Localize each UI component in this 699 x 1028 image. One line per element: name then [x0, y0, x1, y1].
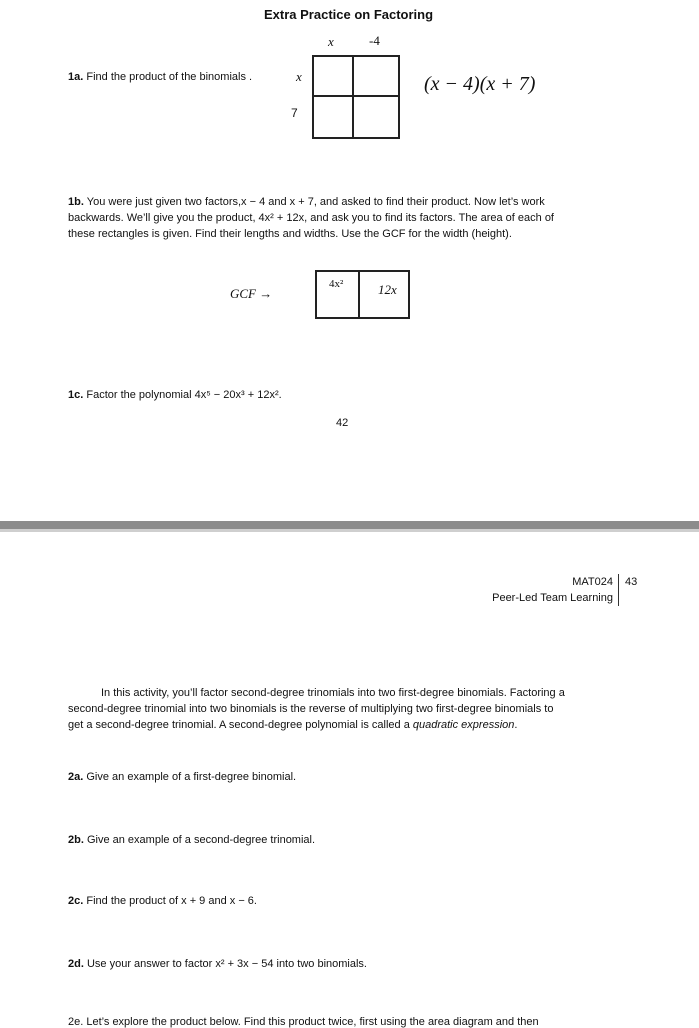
q1a-grid-cell-tr[interactable] — [352, 55, 400, 97]
q2c-label: 2c. — [68, 895, 84, 907]
q1b-cell-12x[interactable] — [358, 270, 410, 319]
q2a-label: 2a. — [68, 771, 84, 783]
page-number-42: 42 — [336, 417, 349, 429]
q1a-col2-label: -4 — [369, 33, 380, 48]
q1b-line1-row — [68, 194, 648, 210]
q1a-col1-label: x — [328, 34, 334, 49]
q2c-text: Find the product of x + 9 and x − 6. — [86, 895, 257, 907]
q2e-partial-line: 2e. Let’s explore the product below. Find this product twice, first using the area diagram and then — [68, 1016, 539, 1028]
page-title: Extra Practice on Factoring — [264, 7, 434, 22]
q1a-expression: (x − 4)(x + 7) — [424, 73, 536, 95]
q1a-grid-cell-bl[interactable] — [312, 95, 354, 139]
q1a-label: 1a. — [68, 71, 84, 83]
q2d-question — [68, 958, 367, 970]
header-page-number: 43 — [625, 576, 638, 588]
header-course: MAT024 — [572, 576, 613, 588]
header-divider-line — [618, 574, 619, 606]
page-divider — [0, 521, 699, 529]
q1b-cell-4x2-text: 4x² — [329, 278, 344, 290]
q1b-cell-12x-text: 12x — [378, 282, 397, 297]
q1b-line2: backwards. We’ll give you the product, 4x² + 12x, and ask you to find its factors. The area of each of — [68, 212, 554, 224]
q1b-cell-4x2[interactable] — [315, 270, 360, 319]
q1c-question — [68, 389, 282, 401]
q1a-row2-label: 7 — [291, 106, 298, 120]
intro-line3c: . — [514, 719, 518, 731]
q2b-question — [68, 834, 315, 846]
q1b-paragraph — [68, 194, 648, 242]
intro-line3a: get a second-degree trinomial. A second-degree polynomial is called a — [68, 719, 413, 731]
q2a-text: Give an example of a first-degree binomial. — [86, 771, 297, 783]
intro-line2: second-degree trinomial into two binomials is the reverse of multiplying two first-degree binomials to — [68, 703, 554, 715]
q1c-text: Factor the polynomial 4x⁵ − 20x³ + 12x². — [86, 389, 282, 401]
q1a-text: Find the product of the binomials . — [86, 71, 253, 83]
q1a-question — [68, 71, 252, 83]
page-divider-shadow — [0, 529, 699, 532]
q1b-label: 1b. — [68, 196, 84, 208]
q2c-question — [68, 895, 257, 907]
q1a-area-grid — [312, 55, 400, 139]
q2a-question — [68, 771, 296, 783]
intro-line1: In this activity, you’ll factor second-degree trinomials into two first-degree binomials. Factoring a — [101, 687, 565, 699]
q1a-row1-label: x — [296, 69, 302, 84]
q1a-grid-cell-br[interactable] — [352, 95, 400, 139]
gcf-label: GCF → — [230, 286, 273, 301]
intro-line3 — [68, 717, 668, 733]
header-program: Peer-Led Team Learning — [492, 592, 613, 604]
q1b-line3: these rectangles is given. Find their lengths and widths. Use the GCF for the width (height). — [68, 228, 512, 240]
q1c-label: 1c. — [68, 389, 84, 401]
q2d-label: 2d. — [68, 958, 84, 970]
intro-paragraph — [68, 685, 668, 733]
intro-quadratic-term: quadratic expression — [412, 719, 515, 731]
q2b-label: 2b. — [68, 834, 84, 846]
q1a-grid-cell-tl[interactable] — [312, 55, 354, 97]
q1b-area-boxes — [315, 270, 410, 319]
q2d-text: Use your answer to factor x² + 3x − 54 into two binomials. — [86, 958, 367, 970]
q2b-text: Give an example of a second-degree trinomial. — [86, 834, 316, 846]
q1b-line1: You were just given two factors,x − 4 and x + 7, and asked to find their product. Now let’s work — [86, 196, 545, 208]
